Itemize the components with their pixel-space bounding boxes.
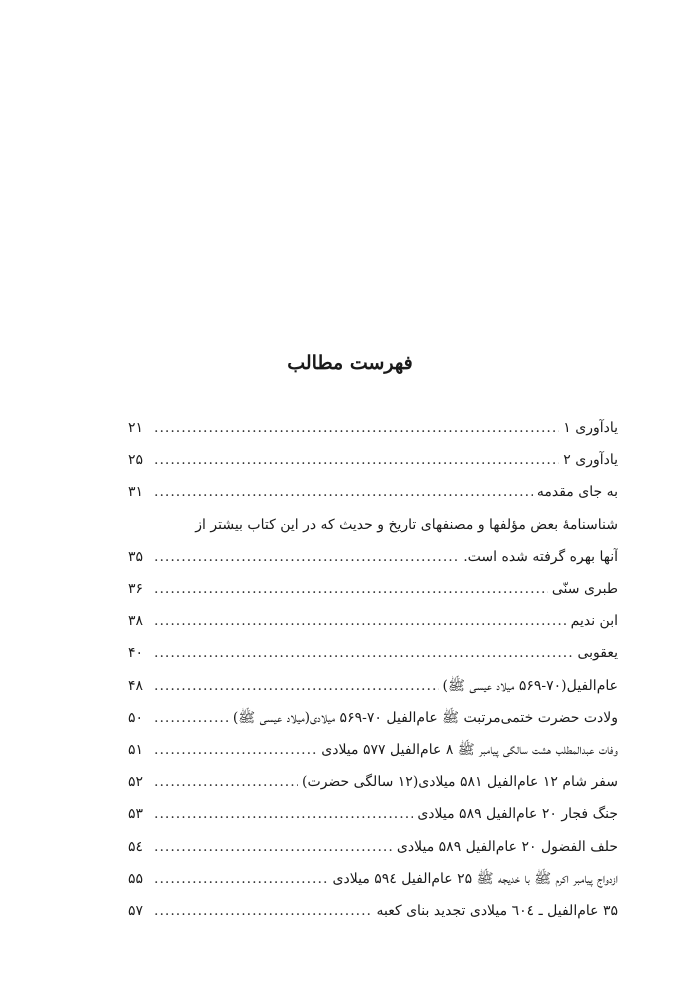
dot-leader	[154, 895, 372, 927]
toc-entry-title: یادآوری ۲	[563, 452, 618, 469]
toc-entry-title: یعقوبی	[577, 645, 618, 662]
toc-entry-page: ۲۱	[128, 420, 144, 437]
dot-leader	[154, 766, 298, 798]
dot-leader	[154, 605, 567, 637]
toc-entry-title: یادآوری ۱	[563, 420, 618, 437]
toc-entry-title: عام‌الفیل(۷۰-۵۶۹ میلاد عیسی ﷺ)	[442, 677, 618, 694]
toc-entry-page: ۳۵	[128, 548, 144, 565]
dot-leader	[154, 798, 413, 830]
page-title: فهرست مطالب	[287, 352, 413, 374]
toc-entry[interactable]	[128, 766, 618, 798]
toc-entry-page: ۵٤	[128, 838, 144, 855]
toc-entry[interactable]	[128, 573, 618, 605]
toc-entry-title: سفر شام ۱۲ عام‌الفیل ۵۸۱ میلادی(۱۲ سالگی حضرت)	[302, 774, 618, 791]
toc-entry[interactable]	[128, 830, 618, 862]
toc-entry[interactable]	[128, 476, 618, 508]
toc-entry-page: ۵۱	[128, 741, 144, 758]
toc-entry[interactable]	[128, 412, 618, 444]
dot-leader	[154, 412, 559, 444]
toc-entry-title: شناسنامهٔ بعض مؤلفها و مصنفهای تاریخ و حدیث که در این کتاب بیشتر از	[195, 516, 618, 533]
toc-entry-page: ۵۵	[128, 870, 144, 887]
toc-entry-title: حلف الفضول ۲۰ عام‌الفیل ۵۸۹ میلادی	[396, 838, 618, 855]
toc-entry-page: ۵۰	[128, 709, 144, 726]
toc-entry-title: ازدواج پیامبر اکرم ﷺ با خدیجه ﷺ ۲۵ عام‌الفیل ۵۹٤ میلادی	[332, 870, 618, 887]
dot-leader	[154, 863, 329, 895]
toc-entry[interactable]	[128, 734, 618, 766]
toc-entry-page: ۵۲	[128, 774, 144, 791]
toc-entry-page: ۳۶	[128, 581, 144, 598]
toc-entry[interactable]	[128, 605, 618, 637]
toc-entry-page: ۳۱	[128, 484, 144, 501]
dot-leader	[154, 734, 317, 766]
dot-leader	[154, 702, 229, 734]
toc-entry-wrapped-line[interactable]	[128, 509, 618, 541]
toc-entry-page: ۴۸	[128, 677, 144, 694]
toc-entry-title: ۳۵ عام‌الفیل ـ ٦۰٤ میلادی تجدید بنای کعبه	[376, 902, 618, 919]
dot-leader	[154, 476, 533, 508]
toc-entry[interactable]	[128, 895, 618, 927]
dot-leader	[154, 831, 393, 863]
dot-leader	[154, 541, 459, 573]
toc-entry[interactable]	[128, 670, 618, 702]
toc-entry-page: ۵۷	[128, 902, 144, 919]
toc-entry-title: جنگ فجار ۲۰ عام‌الفیل ۵۸۹ میلادی	[417, 806, 618, 823]
toc-entry[interactable]	[128, 702, 618, 734]
toc-entry-title: وفات عبدالمطلب هشت سالگی پیامبر ﷺ ۸ عام‌الفیل ۵۷۷ میلادی	[321, 741, 618, 758]
toc-entry-page: ۲۵	[128, 452, 144, 469]
toc-entry-page: ۴۰	[128, 645, 144, 662]
dot-leader	[154, 444, 559, 476]
toc-entry-title: به جای مقدمه	[536, 484, 618, 501]
toc-entry-page: ۳۸	[128, 613, 144, 630]
toc-entry[interactable]	[128, 863, 618, 895]
toc-entry[interactable]	[128, 444, 618, 476]
toc-entry[interactable]	[128, 541, 618, 573]
toc-entry-title: آنها بهره گرفته شده است.	[463, 548, 618, 565]
toc-entry-title: طبری سنّی	[551, 581, 618, 598]
toc-entry[interactable]	[128, 637, 618, 669]
toc-entry-title: ولادت حضرت ختمی‌مرتبت ﷺ عام‌الفیل ۷۰-۵۶۹ میلادی(میلاد عیسی ﷺ)	[232, 709, 618, 726]
dot-leader	[154, 573, 548, 605]
toc-list	[128, 412, 618, 927]
toc-entry-title: ابن ندیم	[570, 613, 618, 630]
toc-entry-page: ۵۳	[128, 806, 144, 823]
dot-leader	[154, 670, 439, 702]
toc-entry[interactable]	[128, 798, 618, 830]
dot-leader	[154, 637, 573, 669]
